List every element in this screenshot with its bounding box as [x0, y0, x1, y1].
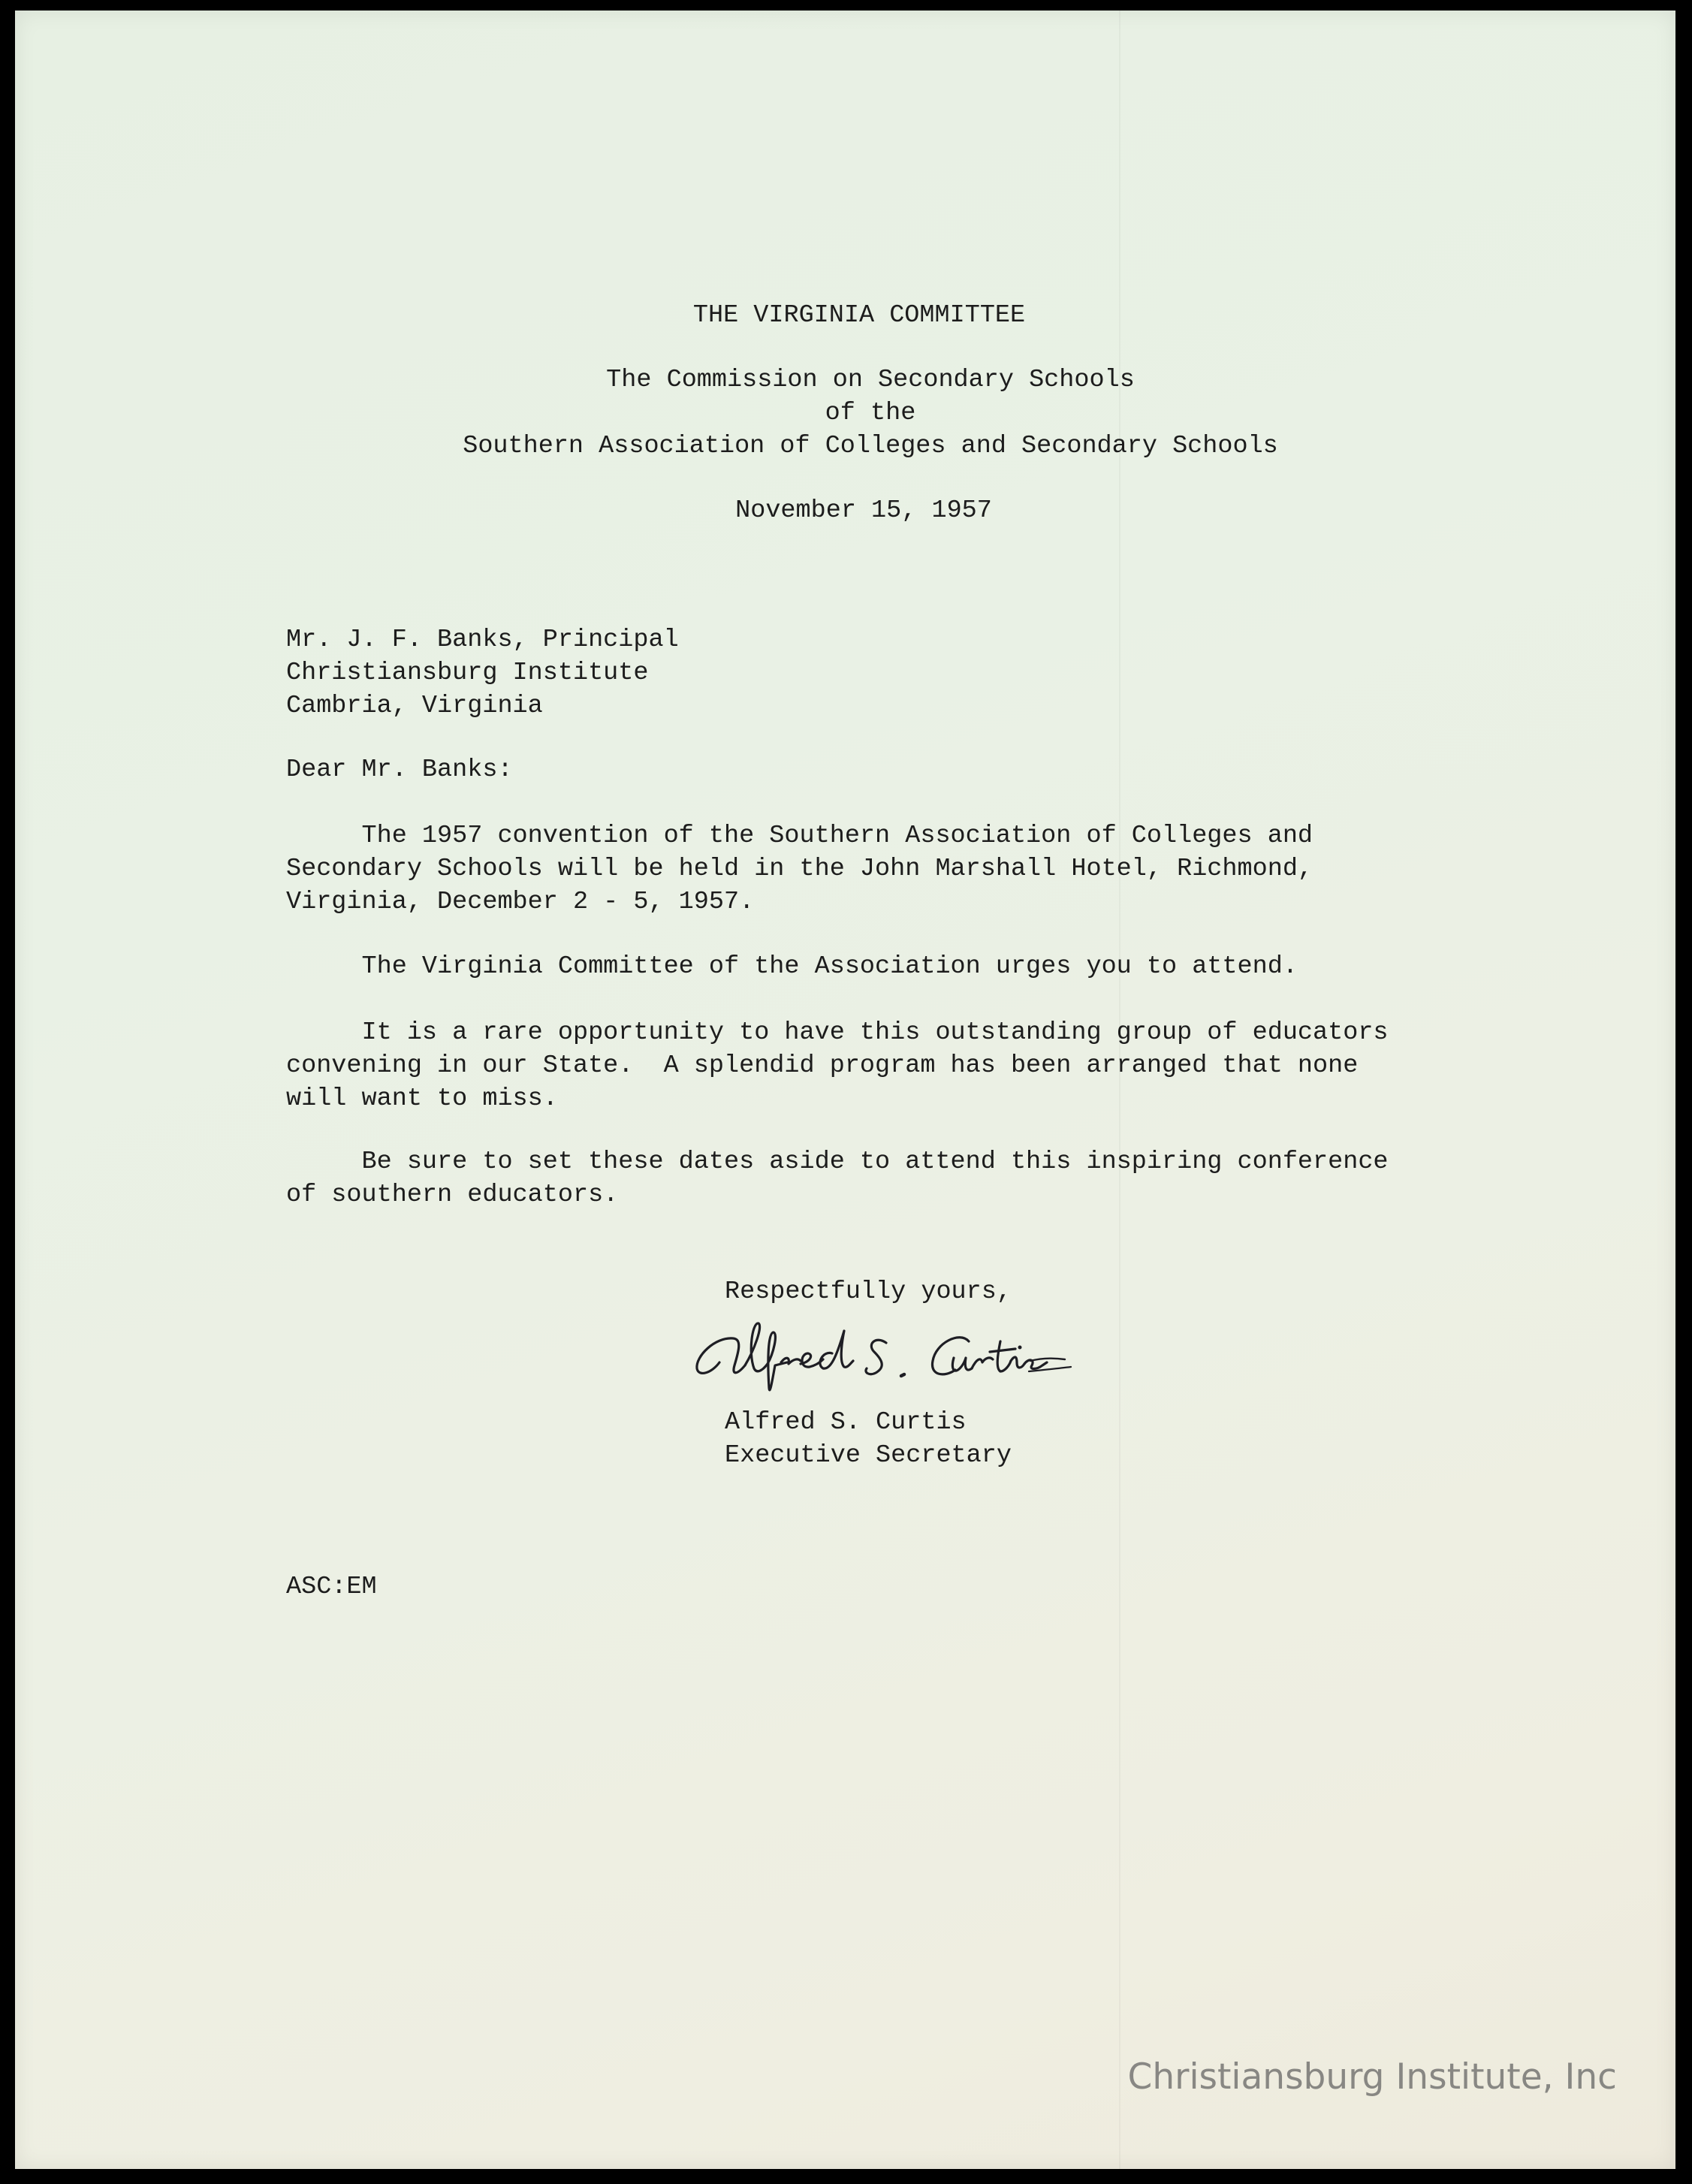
body-paragraph: The 1957 convention of the Southern Association of Colleges and Secondary Schools will be held in the John Marshall Hotel, Richmond, Virginia, December 2 - 5, 1957.	[286, 822, 1313, 916]
handwritten-signature	[689, 1304, 1170, 1401]
letter-date: November 15, 1957	[735, 496, 992, 525]
signer-name: Alfred S. Curtis	[725, 1408, 967, 1437]
recipient-address: Mr. J. F. Banks, Principal Christiansburg Institute Cambria, Virginia	[286, 626, 679, 720]
letterhead-organization: The Commission on Secondary Schools of the Southern Association of Colleges and Secondary Schools	[463, 366, 1278, 460]
body-paragraph: The Virginia Committee of the Association urges you to attend.	[286, 952, 1298, 981]
salutation: Dear Mr. Banks:	[286, 756, 513, 784]
letter-page	[15, 11, 1675, 2169]
signer-block	[725, 1406, 1012, 1472]
body-paragraph: It is a rare opportunity to have this outstanding group of educators convening in our State. A splendid program has been arranged that none will want to miss.	[286, 1018, 1389, 1113]
closing: Respectfully yours,	[725, 1278, 1012, 1306]
watermark: Christiansburg Institute, Inc	[1127, 2056, 1617, 2098]
body-paragraph: Be sure to set these dates aside to attend this inspiring conference of southern educators.	[286, 1148, 1389, 1209]
letterhead-title: THE VIRGINIA COMMITTEE	[692, 301, 1026, 330]
signer-title: Executive Secretary	[725, 1441, 1012, 1470]
reference-initials: ASC:EM	[286, 1573, 377, 1601]
